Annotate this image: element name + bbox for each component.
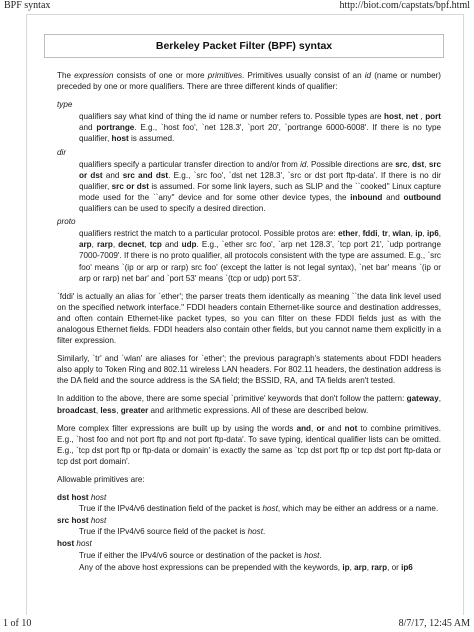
qualifier-term-proto: proto: [57, 217, 76, 227]
qualifier-definition-proto: qualifiers restrict the match to a particular protocol. Possible protos are: ether, fddi, tr, wlan, ip, ip6, arp, rarp, decnet, tcp and udp. E.g., `ether src foo', `arp net 128.3', `tcp port 21', `udp portrange 7000-7009'. If there is no proto qualifier, all protocols consistent with the type are assumed. E.g., `src foo' means `(ip or arp or rarp) src foo' (except the latter is not legal syntax), `net bar' means `(ip or arp or rarp) net bar' and `port 53' means `(tcp or udp) port 53'.: [79, 229, 442, 283]
primitive-description: True if the IPv4/v6 source field of the packet is host.: [79, 527, 266, 537]
primitive-keyword: src host: [57, 516, 89, 526]
primitive-description: Any of the above host expressions can be prepended with the keywords, ip, arp, rarp, or ip6: [79, 562, 413, 572]
primitive-description: True if either the IPv4/v6 source or destination of the packet is host.: [79, 550, 322, 560]
primitive-keyword: host: [57, 539, 75, 549]
page-title: Berkeley Packet Filter (BPF) syntax: [155, 40, 333, 52]
page-number: 1 of 10: [3, 618, 32, 629]
print-footer: [0, 618, 474, 632]
qualifier-term-type: type: [57, 100, 73, 110]
qualifier-definition-dir: qualifiers specify a particular transfer direction to and/or from id. Possible directions are src, dst, src or dst and src and dst. E.g., `src foo', `dst net 128.3', `src or dst port ftp-data'. If there is no dir qualifier, src or dst is assumed. For some link layers, such as SLIP and the ``cooked'' Linux capture mode used for the ``any'' device and for some other device types, the inbound and outbound qualifiers can be used to specify a desired direction.: [79, 159, 442, 214]
paragraph-tr-wlan: Similarly, `tr' and `wlan' are aliases for `ether'; the previous paragraph's statements about FDDI headers also apply to Token Ring and 802.11 wireless LAN headers. For 802.11 headers, the destination address is the DA field and the source address is the SA field; the BSSID, RA, and TA fields aren't tested.: [57, 354, 441, 386]
primitive-host: [57, 538, 441, 549]
primitive-description: True if the IPv4/v6 destination field of the packet is host, which may be either an address or a name.: [79, 504, 439, 514]
primitive-arg: host: [90, 516, 107, 526]
intro-paragraph: The expression consists of one or more primitives. Primitives usually consist of an id (name or number) preceded by one or more qualifiers. There are three different kinds of qualifier:: [57, 71, 442, 92]
print-header: [0, 0, 474, 14]
primitive-src-host: [57, 515, 441, 526]
print-timestamp: 8/7/17, 12:45 AM: [398, 618, 470, 629]
qualifier-term-dir: dir: [57, 147, 67, 157]
paragraph-complex-expressions: More complex filter expressions are built up by using the words and, or and not to combine primitives. E.g., `host foo and not port ftp and not port ftp-data'. To save typing, identical qualifier lists can be omitted. E.g., `tcp dst port ftp or ftp-data or domain' is exactly the same as `tcp dst port ftp or tcp dst port ftp-data or tcp dst port domain'.: [57, 423, 441, 466]
title-box: [44, 34, 444, 58]
primitive-arg: host: [76, 539, 92, 549]
paragraph-fddi: `fddi' is actually an alias for `ether'; the parser treats them identically as meaning ``the data link level used on the specified network interface.'' FDDI headers contain Ethernet-like source and destination addresses, and often contain Ethernet-like packet types, so you can filter on these FDDI fields just as with the analogous Ethernet fields. FDDI headers also contain other fields, but you cannot name them explicitly in a filter expression.: [57, 291, 441, 346]
print-header-url: http://biot.com/capstats/bpf.html: [339, 0, 470, 11]
paragraph-special-keywords: In addition to the above, there are some special `primitive' keywords that don't follow the pattern: gateway, broadcast, less, greater and arithmetic expressions. All of these are described below.: [57, 394, 441, 415]
primitive-arg: host: [90, 493, 107, 503]
paragraph-allowable: Allowable primitives are:: [57, 475, 145, 484]
print-header-title: BPF syntax: [4, 0, 51, 11]
primitive-dst-host: [57, 492, 441, 503]
primitive-keyword: dst host: [57, 493, 89, 503]
qualifier-definition-type: qualifiers say what kind of thing the id name or number refers to. Possible types are host, net , port and portrange. E.g., `host foo', `net 128.3', `port 20', `portrange 6000-6008'. If there is no type qualifier, host is assumed.: [79, 112, 441, 144]
document-body: [57, 70, 441, 574]
